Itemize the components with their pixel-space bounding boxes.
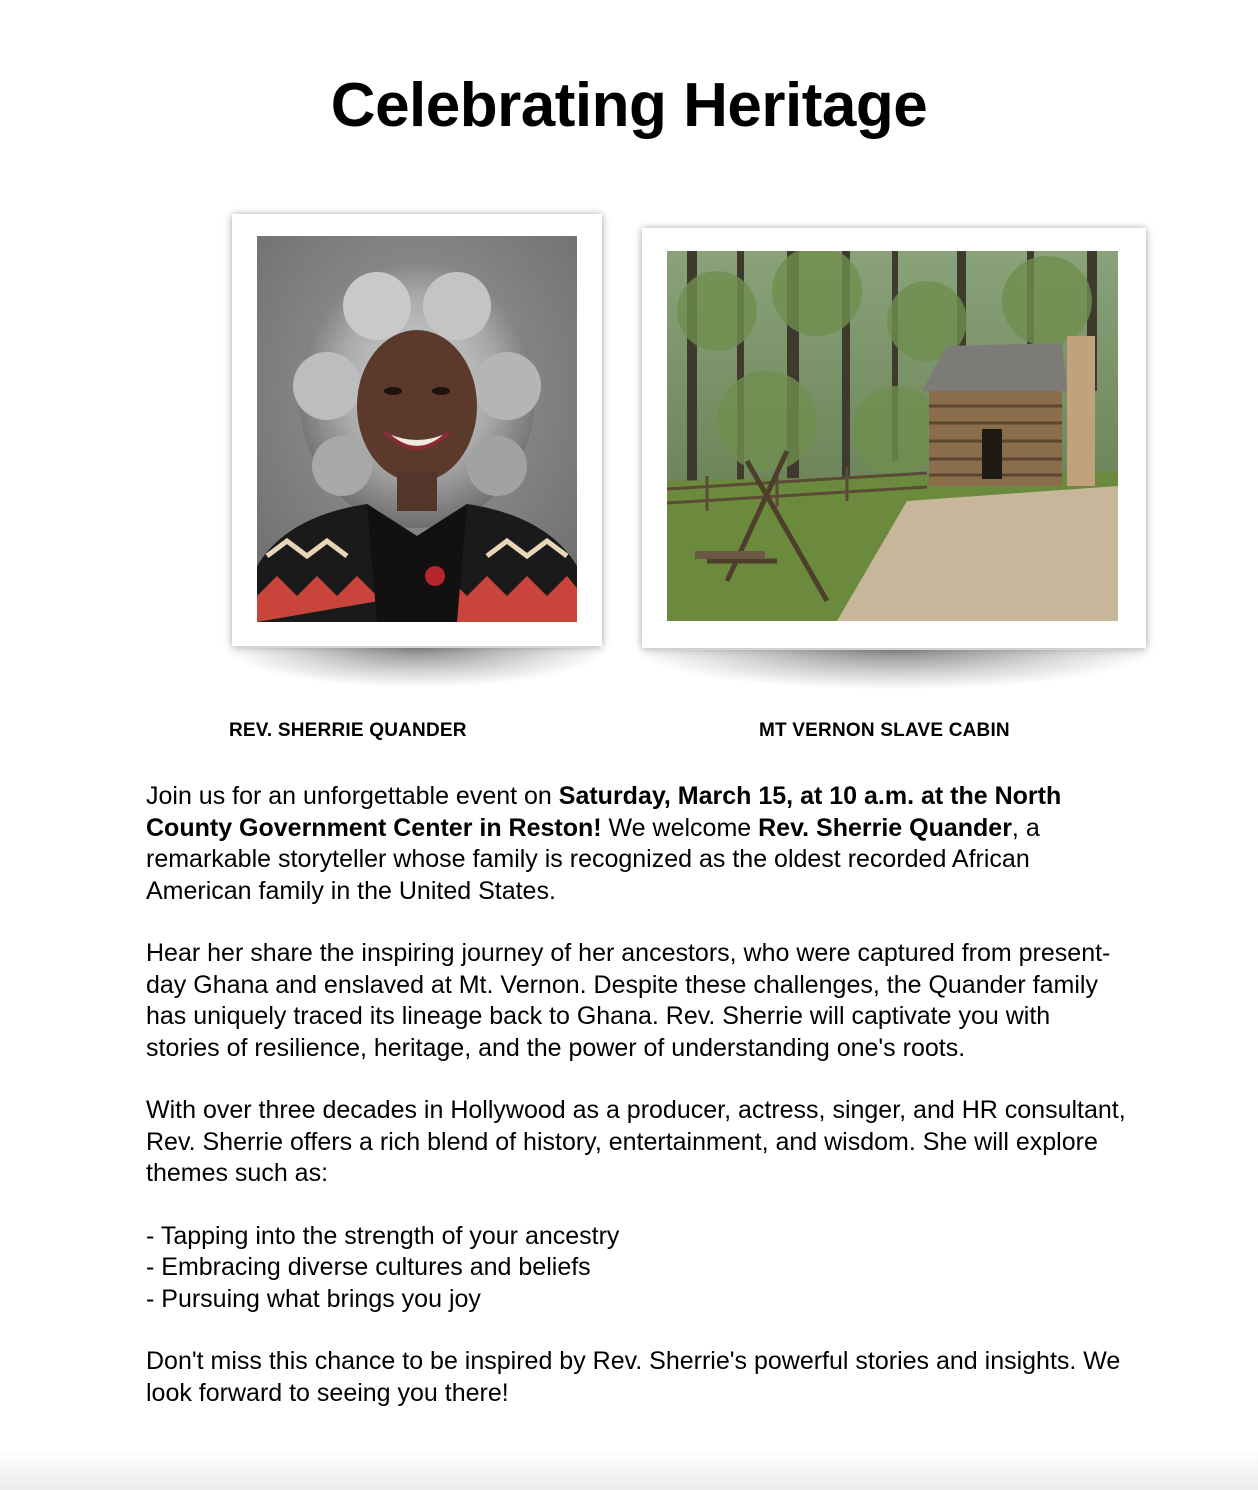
bottom-fade — [0, 1450, 1258, 1490]
photo-shadow — [632, 650, 1156, 690]
intro-text-1: Join us for an unforgettable event on — [146, 782, 559, 810]
speaker-name: Rev. Sherrie Quander — [758, 813, 1012, 842]
portrait-image — [257, 236, 577, 622]
ancestry-paragraph: Hear her share the inspiring journey of her ancestors, who were captured from present-day Ghana and enslaved at Mt. Vernon. Despite these challenges, the Quander family has uniquely traced its lineage back to Ghana. Rev. Sherrie will captivate you with stories of resilience, heritage, and the power of understanding one's roots. — [146, 939, 1111, 1062]
cabin-frame — [642, 228, 1146, 648]
intro-text-2: We welcome — [601, 813, 759, 842]
cabin-image — [667, 251, 1118, 621]
portrait-photo — [257, 236, 577, 622]
page-title: Celebrating Heritage — [330, 71, 928, 140]
event-description — [146, 781, 1126, 1440]
cabin-photo — [667, 251, 1118, 621]
background-paragraph: With over three decades in Hollywood as a producer, actress, singer, and HR consultant, Rev. Sherrie offers a rich blend of history, entertainment, and wisdom. She will explore themes such as: — [146, 1096, 1126, 1187]
portrait-caption: REV. SHERRIE QUANDER — [229, 720, 467, 741]
event-date-location: Saturday, March 15, at 10 a.m. at the North County Government Center in Reston! — [146, 782, 1062, 842]
intro-paragraph — [146, 781, 1126, 907]
list-item: - Pursuing what brings you joy — [146, 1284, 1126, 1316]
intro-text-3: , a remarkable storyteller whose family is recognized as the oldest recorded African American family in the United States. — [146, 813, 1040, 905]
list-item: - Tapping into the strength of your ancestry — [146, 1221, 1126, 1253]
cabin-caption: MT VERNON SLAVE CABIN — [759, 720, 1010, 741]
themes-list — [146, 1221, 1126, 1316]
photo-shadow — [224, 648, 610, 688]
list-item: - Embracing diverse cultures and beliefs — [146, 1252, 1126, 1284]
closing-paragraph: Don't miss this chance to be inspired by Rev. Sherrie's powerful stories and insights. We look forward to seeing you there! — [146, 1347, 1121, 1407]
portrait-frame — [232, 214, 602, 646]
